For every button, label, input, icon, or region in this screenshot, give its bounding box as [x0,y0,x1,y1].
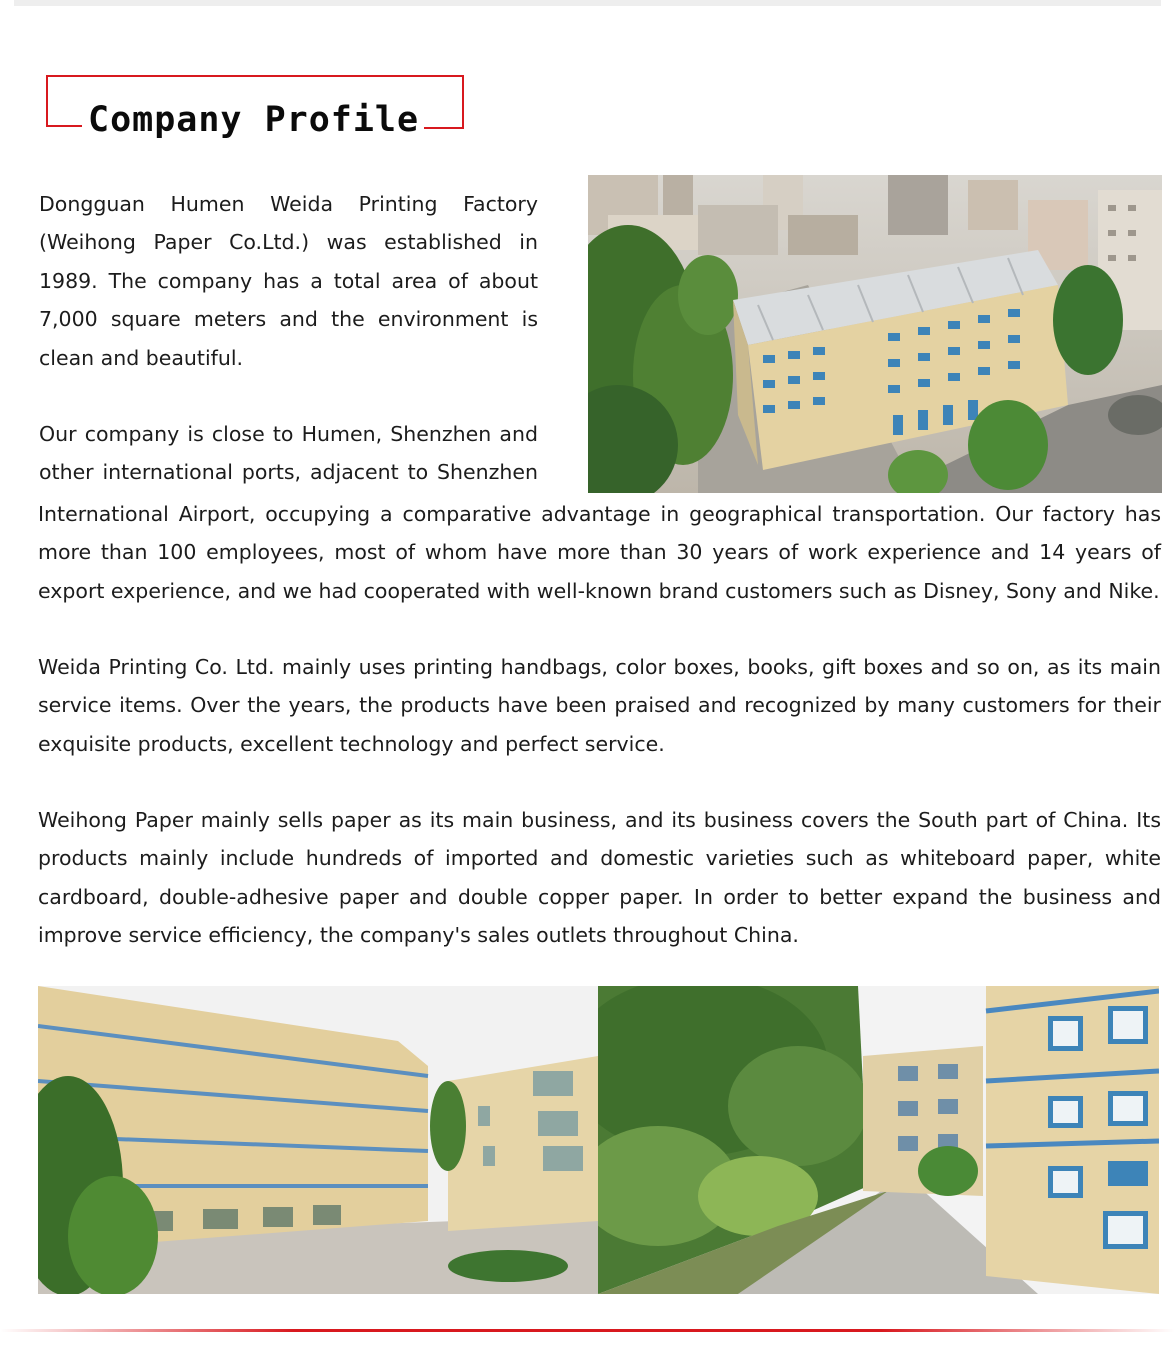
page-title: Company Profile [86,96,423,144]
top-divider [14,0,1161,6]
paragraph-services: Weida Printing Co. Ltd. mainly uses printing handbags, color boxes, books, gift boxes and so on, as its main service items. Over the years, the products have been praised and recognized by many customers for their exquisite products, excellent technology and perfect service. [38,655,1161,756]
factory-courtyard-photo-right [598,986,1159,1294]
factory-aerial-photo [588,175,1162,493]
bottom-divider [0,1329,1175,1332]
paragraph-location-top: Our company is close to Humen, Shenzhen and other international ports, adjacent to Shenzhen [39,422,538,485]
paragraph-history: Dongguan Humen Weida Printing Factory (Weihong Paper Co.Ltd.) was established in 1989. The company has a total area of about 7,000 square meters and the environment is clean and beautiful. [39,192,538,370]
paragraph-location-rest: International Airport, occupying a comparative advantage in geographical transportation. Our factory has more than 100 employees, most of whom have more than 30 years of work experience and 14 years of export experience, and we had cooperated with well-known brand customers such as Disney, Sony and Nike. [38,502,1161,603]
paragraph-business: Weihong Paper mainly sells paper as its main business, and its business covers the South part of China. Its products mainly include hundreds of imported and domestic varieties such as whiteboard paper, white cardboard, double-adhesive paper and double copper paper. In order to better expand the business and improve service efficiency, the company's sales outlets throughout China. [38,808,1161,948]
factory-building-photo-left [38,986,598,1294]
